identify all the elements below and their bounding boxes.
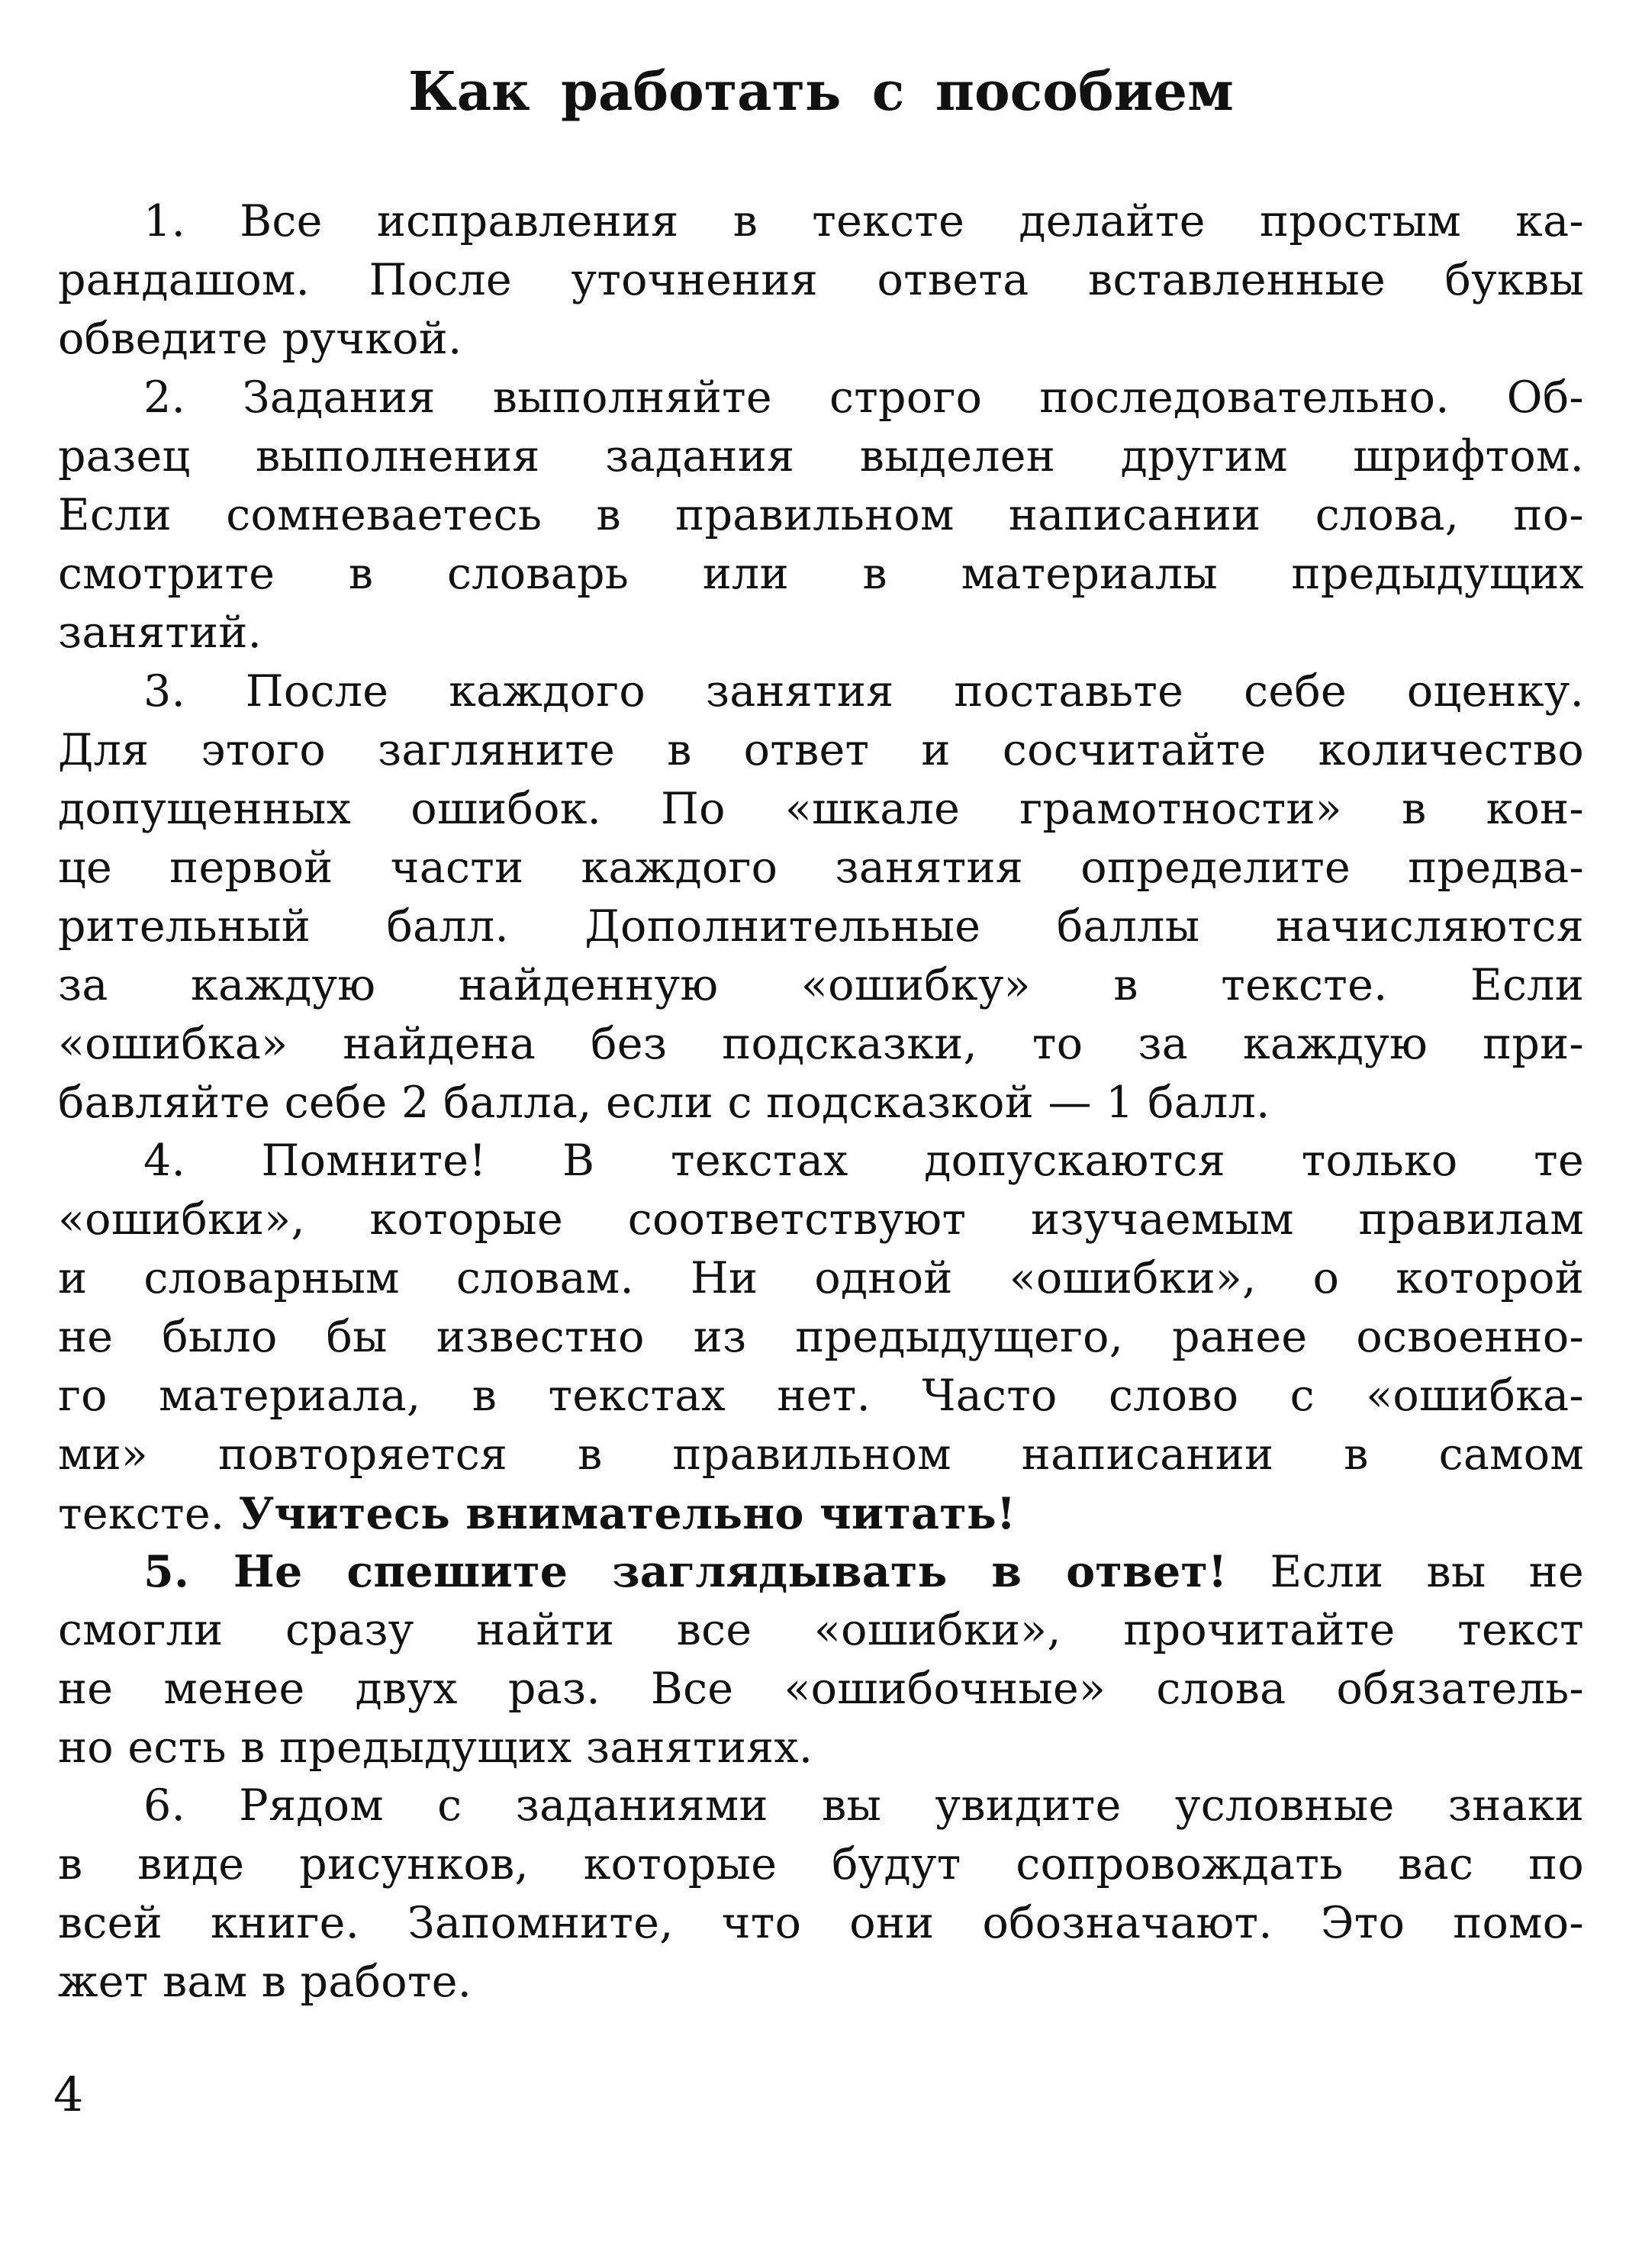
text-line: в виде рисунков, которые будут сопровождать вас по <box>58 1839 1584 1889</box>
instruction-item-5 <box>58 1542 1584 1777</box>
emphasis-text: 5. Не спешите заглядывать в ответ! <box>143 1546 1228 1597</box>
text-line: обведите ручкой. <box>58 314 462 364</box>
text-line: за каждую найденную «ошибку» в тексте. Если <box>58 960 1584 1010</box>
emphasis-text: Учитесь внимательно читать! <box>238 1488 1016 1539</box>
text-line: занятий. <box>58 607 262 658</box>
text-line: ми» повторяется в правильном написании в самом <box>58 1429 1584 1480</box>
text-line: смогли сразу найти все «ошибки», прочитайте текст <box>58 1605 1584 1655</box>
text-line <box>58 1484 1584 1543</box>
text-line: 2. Задания выполняйте строго последовательно. Об- <box>143 372 1584 423</box>
page-title: Как работать с пособием <box>408 60 1234 123</box>
text-line: рительный балл. Дополнительные баллы начисляются <box>58 901 1584 952</box>
text-line: 6. Рядом с заданиями вы увидите условные знаки <box>143 1780 1584 1831</box>
text-line: допущенных ошибок. По «шкале грамотности» в кон- <box>58 784 1584 834</box>
text-line: 4. Помните! В текстах допускаются только те <box>143 1136 1584 1186</box>
text-line: Для этого загляните в ответ и сосчитайте количество <box>58 725 1584 775</box>
text-fragment: Если вы не <box>1227 1547 1584 1597</box>
text-line: не менее двух раз. Все «ошибочные» слова обязатель- <box>58 1664 1584 1714</box>
text-line: Если сомневаетесь в правильном написании слова, по- <box>58 490 1584 540</box>
text-line: не было бы известно из предыдущего, ранее освоенно- <box>58 1312 1584 1362</box>
text-line: 1. Все исправления в тексте делайте простым ка- <box>143 196 1584 246</box>
instruction-item-6 <box>58 1777 1584 2012</box>
text-fragment: тексте. <box>58 1489 239 1539</box>
text-line: це первой части каждого занятия определите предва- <box>58 842 1584 893</box>
text-line: разец выполнения задания выделен другим шрифтом. <box>58 431 1584 482</box>
text-line <box>58 1542 1584 1601</box>
text-line: и словарным словам. Ни одной «ошибки», о которой <box>58 1253 1584 1303</box>
text-line: «ошибки», которые соответствуют изучаемым правилам <box>58 1194 1584 1245</box>
text-line: но есть в предыдущих занятиях. <box>58 1722 813 1773</box>
text-line: го материала, в текстах нет. Часто слово с «ошибка- <box>58 1371 1584 1421</box>
text-line: рандашом. После уточнения ответа вставленные буквы <box>58 255 1584 305</box>
instruction-item-2 <box>58 369 1584 662</box>
text-line: «ошибка» найдена без подсказки, то за каждую при- <box>58 1019 1584 1069</box>
text-line: всей книге. Запомните, что они обозначают. Это помо- <box>58 1898 1584 1948</box>
instruction-item-3 <box>58 662 1584 1132</box>
instruction-item-4 <box>58 1132 1584 1543</box>
text-line: жет вам в работе. <box>58 1957 472 2007</box>
instruction-item-1 <box>58 192 1584 369</box>
text-line: бавляйте себе 2 балла, если с подсказкой — 1 балл. <box>58 1078 1270 1128</box>
page-number: 4 <box>53 2067 84 2122</box>
text-line: смотрите в словарь или в материалы предыдущих <box>58 549 1584 599</box>
text-line: 3. После каждого занятия поставьте себе оценку. <box>143 666 1584 717</box>
